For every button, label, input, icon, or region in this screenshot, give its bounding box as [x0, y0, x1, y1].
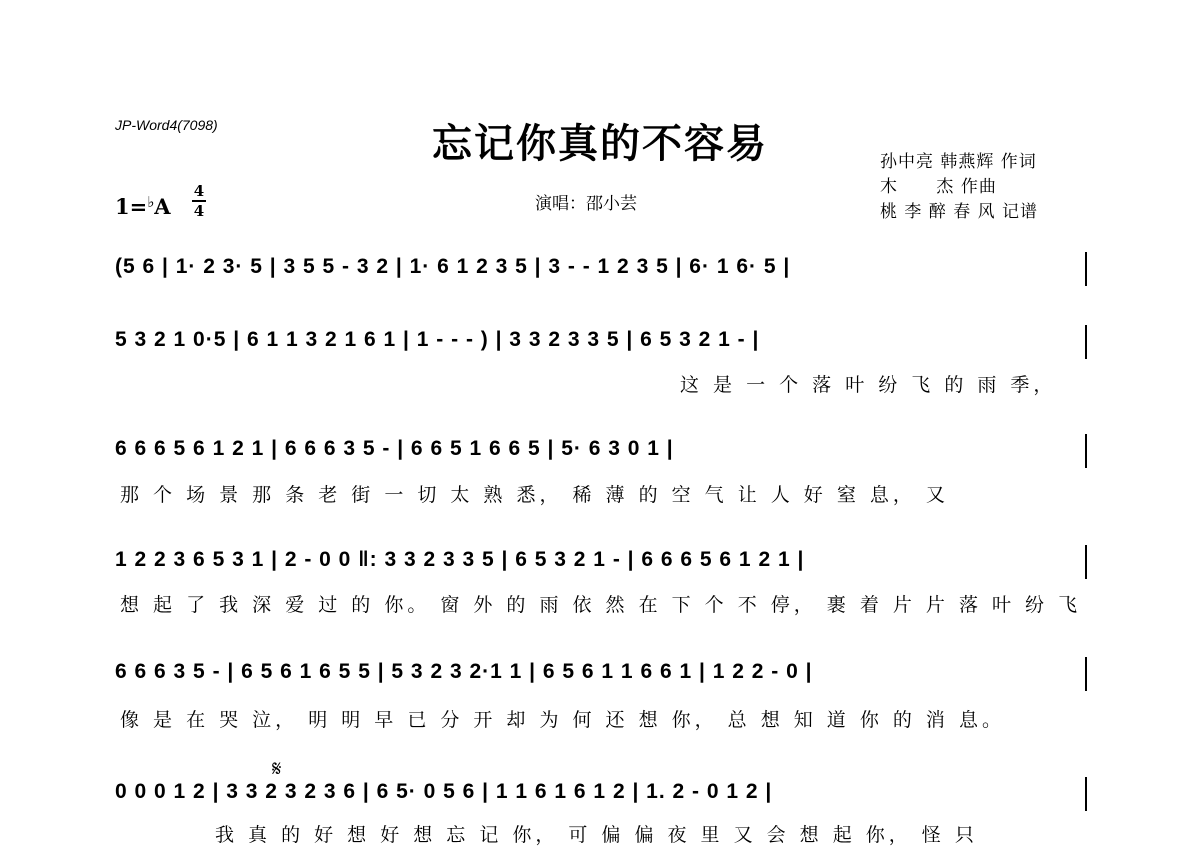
- key-prefix: 1=: [115, 194, 148, 219]
- time-signature: [192, 183, 206, 219]
- time-signature-bottom: 4: [193, 202, 205, 220]
- key-signature: [115, 193, 171, 219]
- end-barline-6: [1085, 777, 1087, 811]
- lyrics-line-4: 想 起 了 我 深 爱 过 的 你。 窗 外 的 雨 依 然 在 下 个 不 停， 裹 着 片 片 落 叶 纷 飞: [120, 594, 1082, 616]
- lyrics-line-2: 这 是 一 个 落 叶 纷 飞 的 雨 季，: [680, 374, 1057, 396]
- flat-sign: ♭: [147, 193, 155, 211]
- lyricist-credit: 孙中亮 韩燕辉 作词: [880, 152, 1037, 172]
- notation-line-6: 0 0 0 1 2 | 3 3 2 3 2 3 6 | 6 5· 0 5 6 | 1 1 6 1 6 1 2 | 1. 2 - 0 1 2 |: [115, 780, 773, 803]
- notation-line-3: 6 6 6 5 6 1 2 1 | 6 6 6 3 5 - | 6 6 5 1 6 6 5 | 5· 6 3 0 1 |: [115, 437, 674, 460]
- segno-sign: 𝄋: [272, 757, 282, 782]
- notation-line-5: 6 6 6 3 5 - | 6 5 6 1 6 5 5 | 5 3 2 3 2·1 1 | 6 5 6 1 1 6 6 1 | 1 2 2 - 0 |: [115, 660, 813, 683]
- end-barline-4: [1085, 545, 1087, 579]
- notation-line-4: 1 2 2 3 6 5 3 1 | 2 - 0 0 ‖: 3 3 2 3 3 5 | 6 5 3 2 1 - | 6 6 6 5 6 1 2 1 |: [115, 548, 805, 571]
- transcriber-credit: 桃 李 醉 春 风 记谱: [880, 202, 1039, 222]
- key-note: A: [154, 194, 171, 219]
- composer-credit: 木 杰 作曲: [880, 177, 997, 197]
- end-barline-2: [1085, 325, 1087, 359]
- credits-block: [880, 150, 1038, 225]
- source-label: JP-Word4(7098): [115, 117, 218, 133]
- lyrics-line-6: 我 真 的 好 想 好 想 忘 记 你， 可 偏 偏 夜 里 又 会 想 起 你， 怪 只: [215, 824, 978, 846]
- lyrics-line-5: 像 是 在 哭 泣， 明 明 早 已 分 开 却 为 何 还 想 你， 总 想 知 道 你 的 消 息。: [120, 709, 1005, 731]
- notation-line-2: 5 3 2 1 0·5 | 6 1 1 3 2 1 6 1 | 1 - - - ) | 3 3 2 3 3 5 | 6 5 3 2 1 - |: [115, 328, 760, 351]
- end-barline-5: [1085, 657, 1087, 691]
- lyrics-line-3: 那 个 场 景 那 条 老 街 一 切 太 熟 悉， 稀 薄 的 空 气 让 人 好 窒 息， 又: [120, 484, 949, 506]
- time-signature-top: 4: [193, 182, 205, 200]
- song-title: 忘记你真的不容易: [432, 120, 768, 167]
- end-barline-1: [1085, 252, 1087, 286]
- singer-credit: 演唱：邵小芸: [535, 194, 637, 214]
- end-barline-3: [1085, 434, 1087, 468]
- notation-line-1: (5 6 | 1· 2 3· 5 | 3 5 5 - 3 2 | 1· 6 1 2 3 5 | 3 - - 1 2 3 5 | 6· 1 6· 5 |: [115, 255, 791, 278]
